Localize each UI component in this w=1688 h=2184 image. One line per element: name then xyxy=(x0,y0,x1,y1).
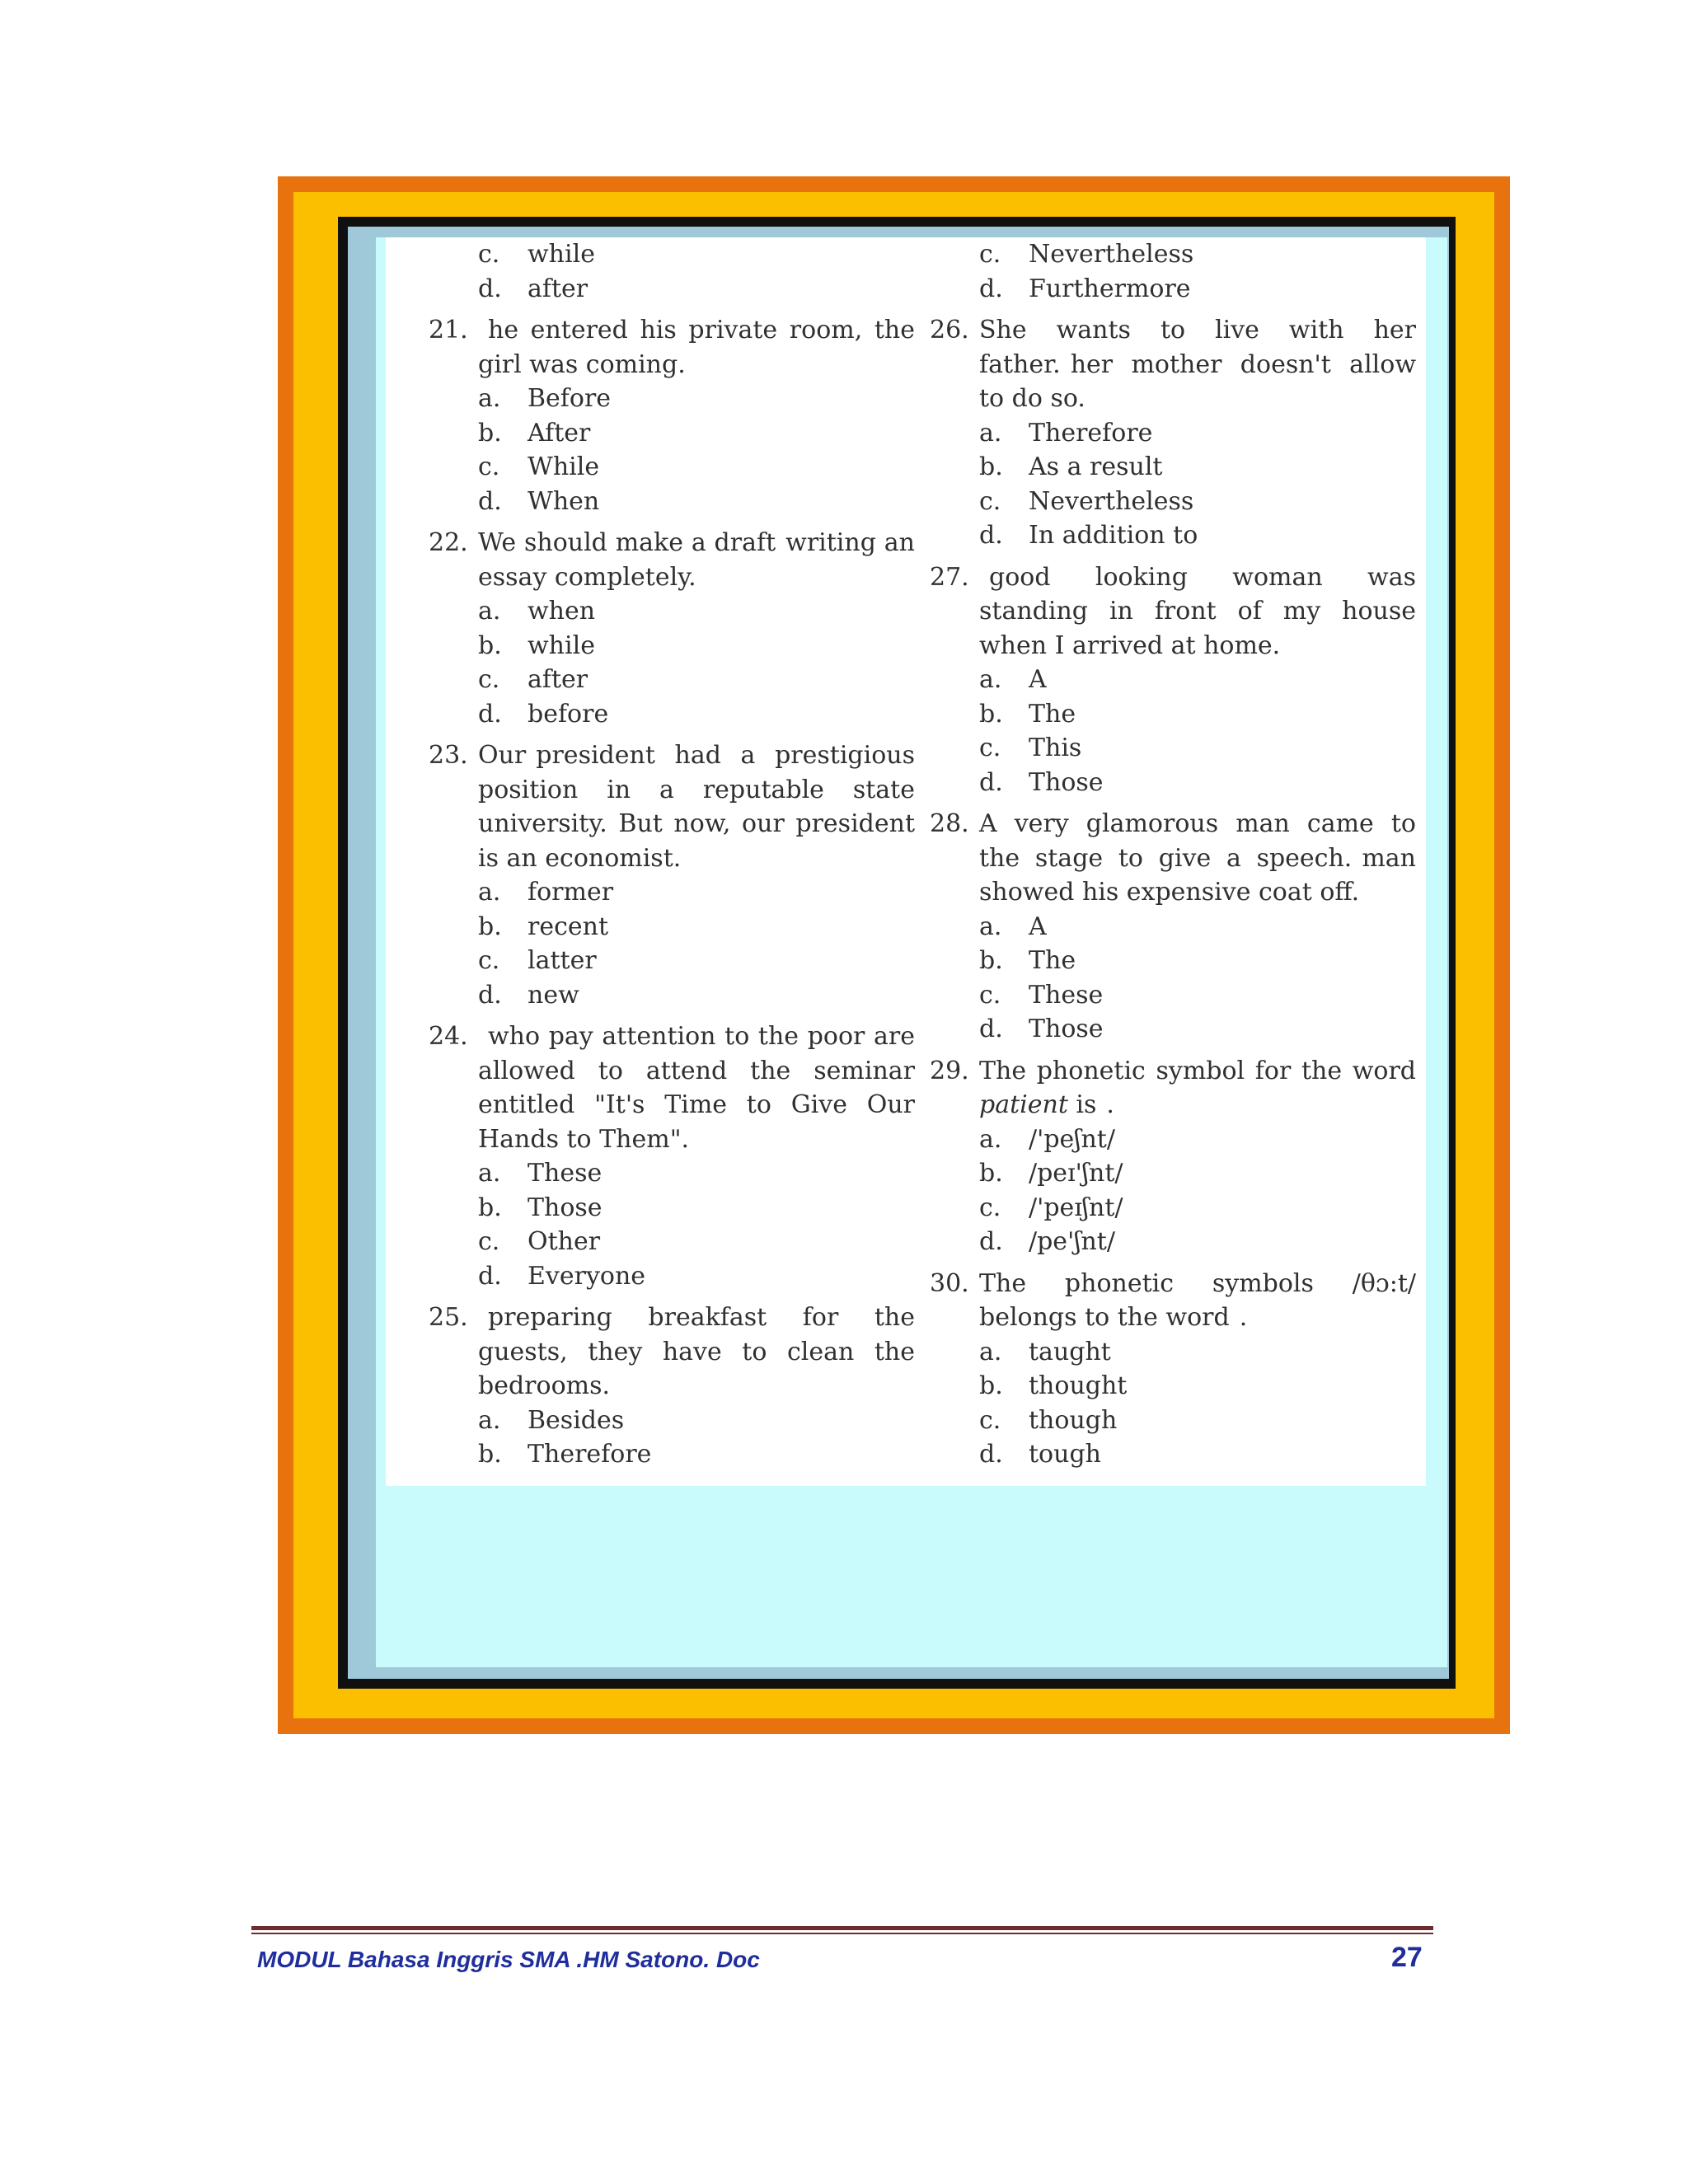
question-stem xyxy=(478,313,915,382)
question-stem xyxy=(478,1019,915,1156)
option-letter: d. xyxy=(979,521,1003,550)
option-letter: d. xyxy=(979,1227,1003,1256)
option-text: Everyone xyxy=(528,1261,646,1291)
question-number: 26. xyxy=(930,316,969,344)
stem-text: good looking woman was standing in front of my house when I arrived at home. xyxy=(979,562,1416,660)
option-text: A xyxy=(1029,665,1047,694)
option-letter: d. xyxy=(478,486,502,516)
option-letter: a. xyxy=(979,1337,1002,1366)
option xyxy=(429,272,915,307)
option-text: new xyxy=(528,980,579,1010)
option xyxy=(429,594,915,629)
option-text: This xyxy=(1029,733,1082,762)
option-text: taught xyxy=(1029,1337,1111,1366)
question-stem xyxy=(979,313,1416,416)
stem-text: We should make a draft xyxy=(478,528,776,557)
option xyxy=(930,663,1416,697)
option-text: In addition to xyxy=(1029,521,1198,550)
option-letter: d. xyxy=(979,274,1003,303)
option-letter: c. xyxy=(979,240,1001,269)
option xyxy=(429,1437,915,1472)
option xyxy=(930,272,1416,307)
option xyxy=(930,766,1416,800)
option-text: The xyxy=(1029,946,1076,975)
stem-text: writing an essay completely. xyxy=(478,528,915,592)
option xyxy=(930,1369,1416,1404)
option-text: These xyxy=(1029,980,1104,1010)
option xyxy=(930,485,1416,519)
option xyxy=(429,382,915,416)
option-letter: b. xyxy=(478,630,502,660)
option-letter: b. xyxy=(979,1371,1003,1400)
option-text: Therefore xyxy=(1029,418,1153,448)
question-number: 25. xyxy=(429,1303,468,1332)
option-letter: b. xyxy=(979,699,1003,729)
option xyxy=(930,697,1416,732)
option xyxy=(429,1259,915,1294)
option-text: A xyxy=(1029,912,1047,941)
option xyxy=(930,518,1416,553)
stem-text: he entered his private room, the girl was coming. xyxy=(478,316,915,379)
option xyxy=(429,978,915,1013)
option-text: Before xyxy=(528,384,612,413)
option xyxy=(930,1335,1416,1370)
question-stem xyxy=(478,738,915,875)
stem-text: her mother doesn't allow to do so. xyxy=(979,349,1416,413)
option-text: after xyxy=(528,665,588,694)
option xyxy=(429,1191,915,1226)
option-letter: a. xyxy=(478,1159,501,1188)
footer-rule xyxy=(251,1926,1433,1930)
option-text: Nevertheless xyxy=(1029,486,1194,516)
option-text: /peɪ'ʃnt/ xyxy=(1029,1159,1123,1188)
option-letter: b. xyxy=(478,1193,502,1222)
option-letter: d. xyxy=(478,274,502,303)
question-number: 27. xyxy=(930,562,969,592)
option xyxy=(429,1156,915,1191)
option-text: Nevertheless xyxy=(1029,240,1194,269)
option-text: thought xyxy=(1029,1371,1128,1400)
option-letter: a. xyxy=(979,1124,1002,1154)
option-text: While xyxy=(528,452,600,481)
option-text: when xyxy=(528,597,596,626)
question-number: 30. xyxy=(930,1268,969,1298)
option-letter: b. xyxy=(478,912,502,941)
stem-text: The phonetic symbols /θɔ:t/ belongs to the word xyxy=(979,1268,1416,1332)
option-letter: d. xyxy=(478,980,502,1010)
question-21 xyxy=(429,313,915,382)
question-24 xyxy=(429,1019,915,1156)
option-text: recent xyxy=(528,912,609,941)
option-letter: d. xyxy=(979,767,1003,797)
question-29 xyxy=(930,1054,1416,1122)
stem-text: president had a prestigious position in a reputable state university. But now, our president is an economist. xyxy=(478,741,915,873)
stem-text: is xyxy=(1076,1090,1097,1119)
option xyxy=(930,1437,1416,1472)
option xyxy=(429,1404,915,1438)
question-22 xyxy=(429,526,915,594)
option-letter: a. xyxy=(478,878,501,907)
option-letter: c. xyxy=(478,452,500,481)
option xyxy=(429,663,915,697)
option xyxy=(930,1191,1416,1226)
option-letter: a. xyxy=(478,384,501,413)
question-number: 21. xyxy=(429,316,468,344)
option-letter: b. xyxy=(979,1159,1003,1188)
option xyxy=(930,237,1416,272)
option xyxy=(930,1225,1416,1259)
option xyxy=(930,1122,1416,1157)
option xyxy=(429,875,915,910)
option-text: while xyxy=(528,630,595,660)
option xyxy=(429,485,915,519)
option xyxy=(930,1156,1416,1191)
option-text: /'peɪʃnt/ xyxy=(1029,1193,1123,1222)
option-text: /pe'ʃnt/ xyxy=(1029,1227,1115,1256)
option-text: Therefore xyxy=(528,1440,652,1469)
option-text: As a result xyxy=(1029,452,1163,481)
stem-text: preparing breakfast for the guests, they have to clean the bedrooms. xyxy=(478,1303,915,1400)
option-text: while xyxy=(528,240,595,269)
left-column xyxy=(429,237,915,1472)
option xyxy=(930,944,1416,978)
question-28 xyxy=(930,807,1416,910)
page-number: 27 xyxy=(1391,1942,1423,1973)
option xyxy=(930,731,1416,766)
question-27 xyxy=(930,560,1416,663)
stem-text: . xyxy=(1106,1090,1114,1119)
stem-text: who pay attention to the poor are allowed to attend the seminar entitled "It's Time to Give Our Hands to Them". xyxy=(478,1022,915,1154)
option xyxy=(930,1404,1416,1438)
option-letter: d. xyxy=(979,1015,1003,1043)
option-text: Besides xyxy=(528,1405,625,1435)
question-stem xyxy=(979,1054,1416,1122)
question-stem xyxy=(979,560,1416,663)
option-letter: d. xyxy=(478,1261,502,1291)
option-letter: c. xyxy=(478,1227,500,1256)
stem-text: Our xyxy=(478,741,527,770)
option-letter: c. xyxy=(979,733,1001,762)
question-23 xyxy=(429,738,915,875)
option xyxy=(429,237,915,272)
question-number: 22. xyxy=(429,528,468,557)
stem-text: The phonetic symbol for the word xyxy=(979,1056,1416,1085)
option-letter: c. xyxy=(979,486,1001,516)
option-letter: d. xyxy=(478,699,502,729)
question-30 xyxy=(930,1267,1416,1335)
option-text: When xyxy=(528,486,600,516)
stem-text: She wants to live with her father. xyxy=(979,316,1416,379)
question-stem xyxy=(979,1267,1416,1335)
option-letter: c. xyxy=(979,1193,1001,1222)
option-text: After xyxy=(528,418,591,448)
option-text: tough xyxy=(1029,1440,1101,1469)
option xyxy=(930,978,1416,1013)
footer-title: MODUL Bahasa Inggris SMA .HM Satono. Doc xyxy=(257,1947,760,1972)
option xyxy=(429,697,915,732)
question-number: 28. xyxy=(930,809,969,838)
option xyxy=(930,416,1416,451)
option-text: /'peʃnt/ xyxy=(1029,1124,1115,1154)
option xyxy=(429,944,915,978)
question-number: 24. xyxy=(429,1022,468,1051)
option-letter: a. xyxy=(478,597,501,626)
option-letter: b. xyxy=(478,1440,502,1469)
option xyxy=(930,910,1416,944)
question-number: 23. xyxy=(429,741,468,770)
question-26 xyxy=(930,313,1416,416)
option xyxy=(429,910,915,944)
option-text: after xyxy=(528,274,588,303)
option xyxy=(429,416,915,451)
option-letter: a. xyxy=(979,912,1002,941)
option-letter: a. xyxy=(478,1405,501,1435)
option-letter: c. xyxy=(478,665,500,694)
option-letter: b. xyxy=(979,946,1003,975)
question-25 xyxy=(429,1301,915,1404)
option-letter: a. xyxy=(979,418,1002,448)
question-stem xyxy=(478,1301,915,1404)
option-text: Those xyxy=(528,1193,603,1222)
option-text: though xyxy=(1029,1405,1118,1435)
option-letter: b. xyxy=(979,452,1003,481)
option-text: latter xyxy=(528,946,597,975)
option-text: former xyxy=(528,878,614,907)
stem-text: . xyxy=(1239,1303,1248,1332)
stem-italic-word: patient xyxy=(979,1090,1068,1119)
question-stem xyxy=(979,807,1416,910)
option-text: Those xyxy=(1029,767,1104,797)
option xyxy=(930,450,1416,485)
option-text: The xyxy=(1029,699,1076,729)
option xyxy=(429,1225,915,1259)
footer-rule-thin xyxy=(251,1933,1433,1934)
option-text: Other xyxy=(528,1227,601,1256)
option-letter: c. xyxy=(979,1405,1001,1435)
question-number: 29. xyxy=(930,1056,969,1085)
stem-text: man showed his expensive coat off. xyxy=(979,843,1416,907)
option-letter: c. xyxy=(979,980,1001,1010)
option-text: Those xyxy=(1029,1015,1104,1043)
option-text: These xyxy=(528,1159,603,1188)
option-letter: c. xyxy=(478,946,500,975)
option-letter: b. xyxy=(478,418,502,448)
exercise-scan xyxy=(386,237,1426,1486)
right-column xyxy=(930,237,1416,1472)
option xyxy=(429,629,915,663)
option-letter: d. xyxy=(979,1440,1003,1469)
option xyxy=(930,1012,1416,1047)
option-text: Furthermore xyxy=(1029,274,1191,303)
question-stem xyxy=(478,526,915,594)
option xyxy=(429,450,915,485)
option-letter: a. xyxy=(979,665,1002,694)
option-text: before xyxy=(528,699,609,729)
stem-text: A very glamorous man came to the stage to give a speech. xyxy=(979,809,1416,873)
option-letter: c. xyxy=(478,240,500,269)
